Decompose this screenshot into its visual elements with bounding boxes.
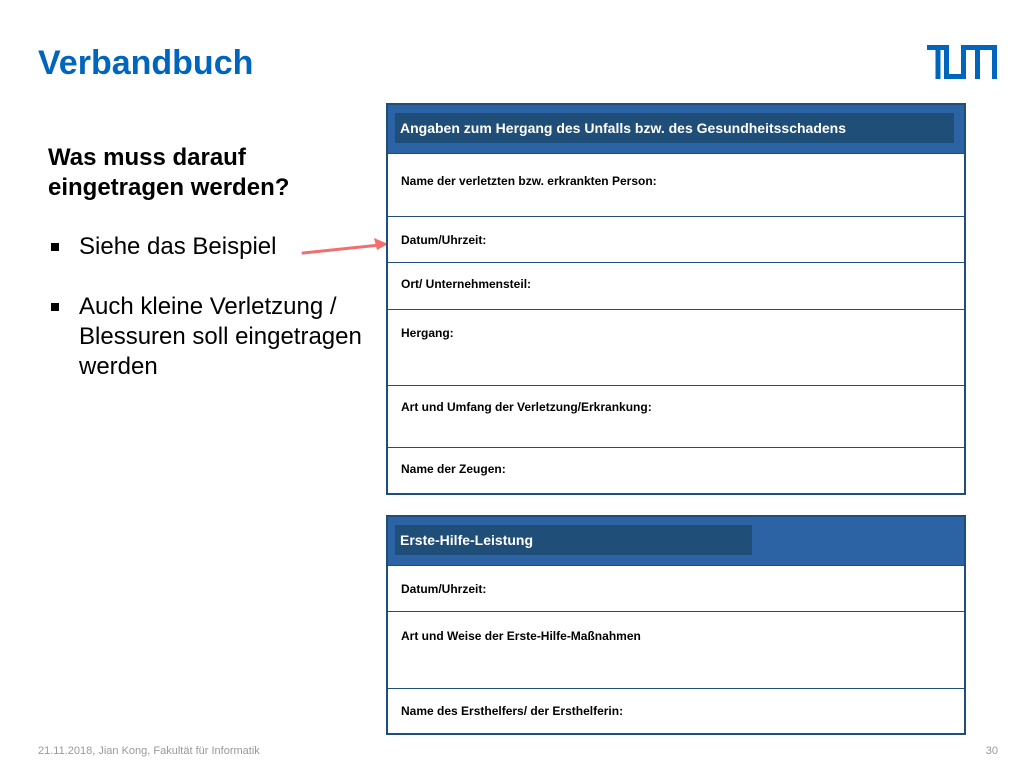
first-aid-form-header (388, 517, 964, 566)
tum-logo (927, 45, 997, 79)
form-row-first-aider (388, 689, 964, 734)
square-bullet-icon (51, 243, 59, 251)
accident-form-header (388, 105, 964, 154)
form-row-witnesses (388, 448, 964, 494)
question-heading: Was muss darauf eingetragen werden? (48, 144, 290, 201)
form-row-label: Hergang: (401, 326, 454, 340)
accident-form (386, 103, 966, 495)
form-row-location (388, 263, 964, 310)
form-row-injury (388, 386, 964, 448)
form-row-label: Name des Ersthelfers/ der Ersthelferin: (401, 704, 624, 718)
form-row-label: Art und Weise der Erste-Hilfe-Maßnahmen (401, 629, 641, 643)
form-row-label: Name der Zeugen: (401, 462, 506, 476)
form-row-course (388, 310, 964, 386)
page-number: 30 (985, 745, 998, 757)
form-row-label: Name der verletzten bzw. erkrankten Person: (401, 174, 657, 188)
form-row-label: Datum/Uhrzeit: (401, 582, 487, 596)
first-aid-form-title: Erste-Hilfe-Leistung (395, 525, 752, 555)
bullet-list (48, 232, 368, 412)
footer-text: 21.11.2018, Jian Kong, Fakultät für Informatik (38, 745, 260, 757)
slide-title: Verbandbuch (38, 44, 254, 82)
bullet-text: Siehe das Beispiel (79, 233, 277, 260)
accident-form-title: Angaben zum Hergang des Unfalls bzw. des Gesundheitsschadens (395, 113, 954, 143)
form-row-label: Ort/ Unternehmensteil: (401, 277, 532, 291)
arrow-icon (300, 236, 390, 258)
form-row-datetime (388, 217, 964, 263)
form-row-label: Art und Umfang der Verletzung/Erkrankung: (401, 400, 652, 414)
form-row-label: Datum/Uhrzeit: (401, 233, 487, 247)
bullet-item (48, 292, 368, 382)
bullet-text: Auch kleine Verletzung / Blessuren soll eingetragen werden (79, 293, 362, 380)
first-aid-form (386, 515, 966, 735)
square-bullet-icon (51, 303, 59, 311)
form-row-measures (388, 612, 964, 689)
form-row-datetime (388, 566, 964, 612)
form-row-person (388, 154, 964, 217)
